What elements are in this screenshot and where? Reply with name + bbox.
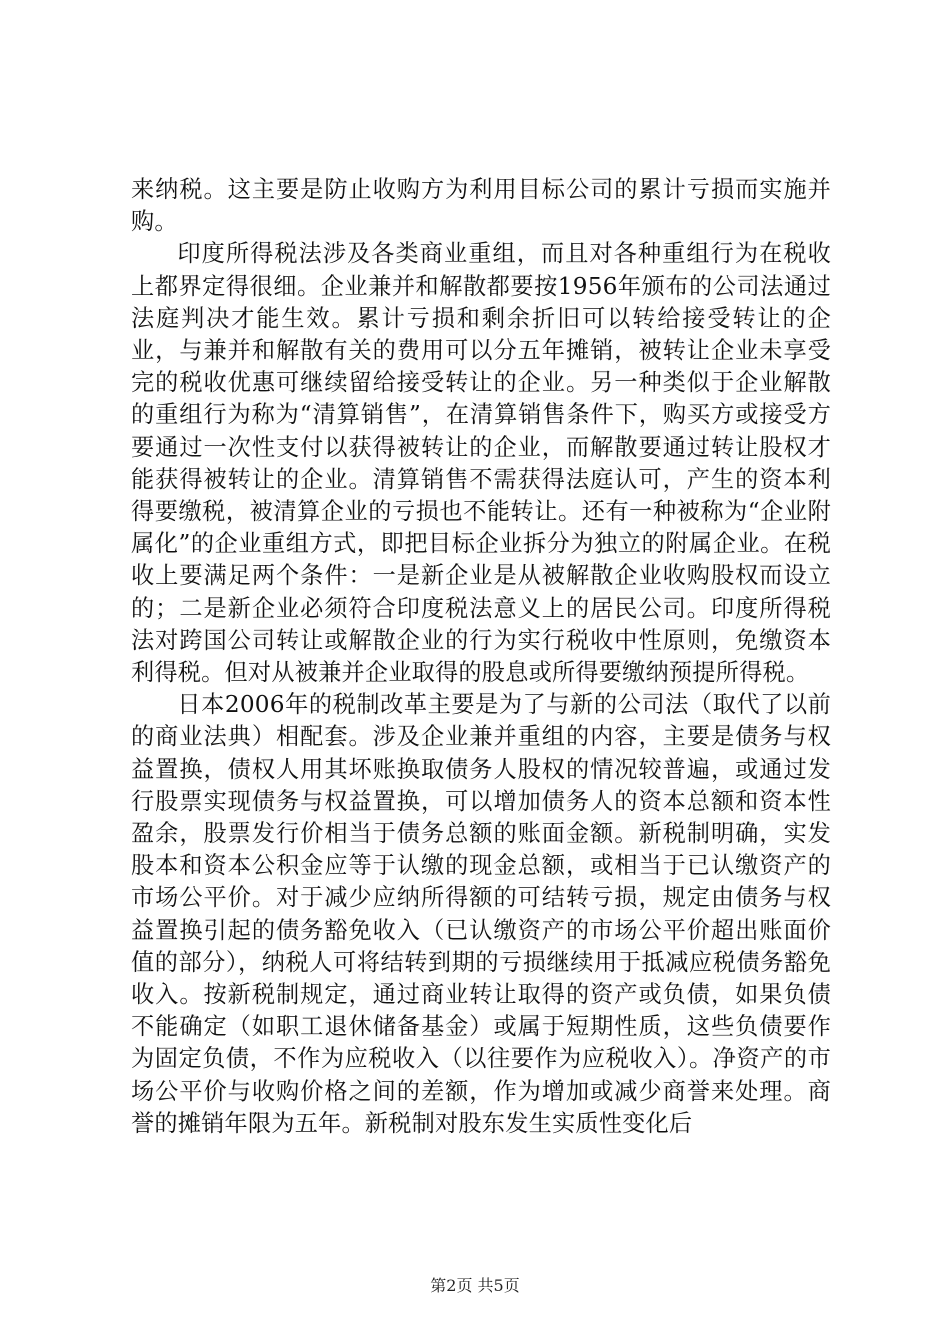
document-body bbox=[131, 174, 831, 1140]
page-number-footer: 第2页 共5页 bbox=[430, 1276, 520, 1295]
paragraph-japan-tax-reform: 日本2006年的税制改革主要是为了与新的公司法（取代了以前的商业法典）相配套。涉及企业兼并重组的内容，主要是债务与权益置换，债权人用其坏账换取债务人股权的情况较普遍，或通过发行股票实现债务与权益置换，可以增加债务人的资本总额和资本性盈余，股票发行价相当于债务总额的账面金额。新税制明确，实发股本和资本公积金应等于认缴的现金总额，或相当于已认缴资产的市场公平价。对于减少应纳所得额的可结转亏损，规定由债务与权益置换引起的债务豁免收入（已认缴资产的市场公平价超出账面价值的部分），纳税人可将结转到期的亏损继续用于抵减应税债务豁免收入。按新税制规定，通过商业转让取得的资产或负债，如果负债不能确定（如职工退休储备基金）或属于短期性质，这些负债要作为固定负债，不作为应税收入（以往要作为应税收入）。净资产的市场公平价与收购价格之间的差额，作为增加或减少商誉来处理。商誉的摊销年限为五年。新税制对股东发生实质性变化后 bbox=[131, 691, 831, 1137]
paragraph-india-tax-law: 印度所得税法涉及各类商业重组，而且对各种重组行为在税收上都界定得很细。企业兼并和解散都要按1956年颁布的公司法通过法庭判决才能生效。累计亏损和剩余折旧可以转给接受转让的企业，与兼并和解散有关的费用可以分五年摊销，被转让企业未享受完的税收优惠可继续留给接受转让的企业。另一种类似于企业解散的重组行为称为“清算销售”，在清算销售条件下，购买方或接受方要通过一次性支付以获得被转让的企业，而解散要通过转让股权才能获得被转让的企业。清算销售不需获得法庭认可，产生的资本利得要缴税，被清算企业的亏损也不能转让。还有一种被称为“企业附属化”的企业重组方式，即把目标企业拆分为独立的附属企业。在税收上要满足两个条件：一是新企业是从被解散企业收购股权而设立的；二是新企业必须符合印度税法意义上的居民公司。印度所得税法对跨国公司转让或解散企业的行为实行税收中性原则，免缴资本利得税。但对从被兼并企业取得的股息或所得要缴纳预提所得税。 bbox=[131, 240, 831, 687]
paragraph-continuation: 来纳税。这主要是防止收购方为利用目标公司的累计亏损而实施并购。 bbox=[131, 176, 831, 236]
